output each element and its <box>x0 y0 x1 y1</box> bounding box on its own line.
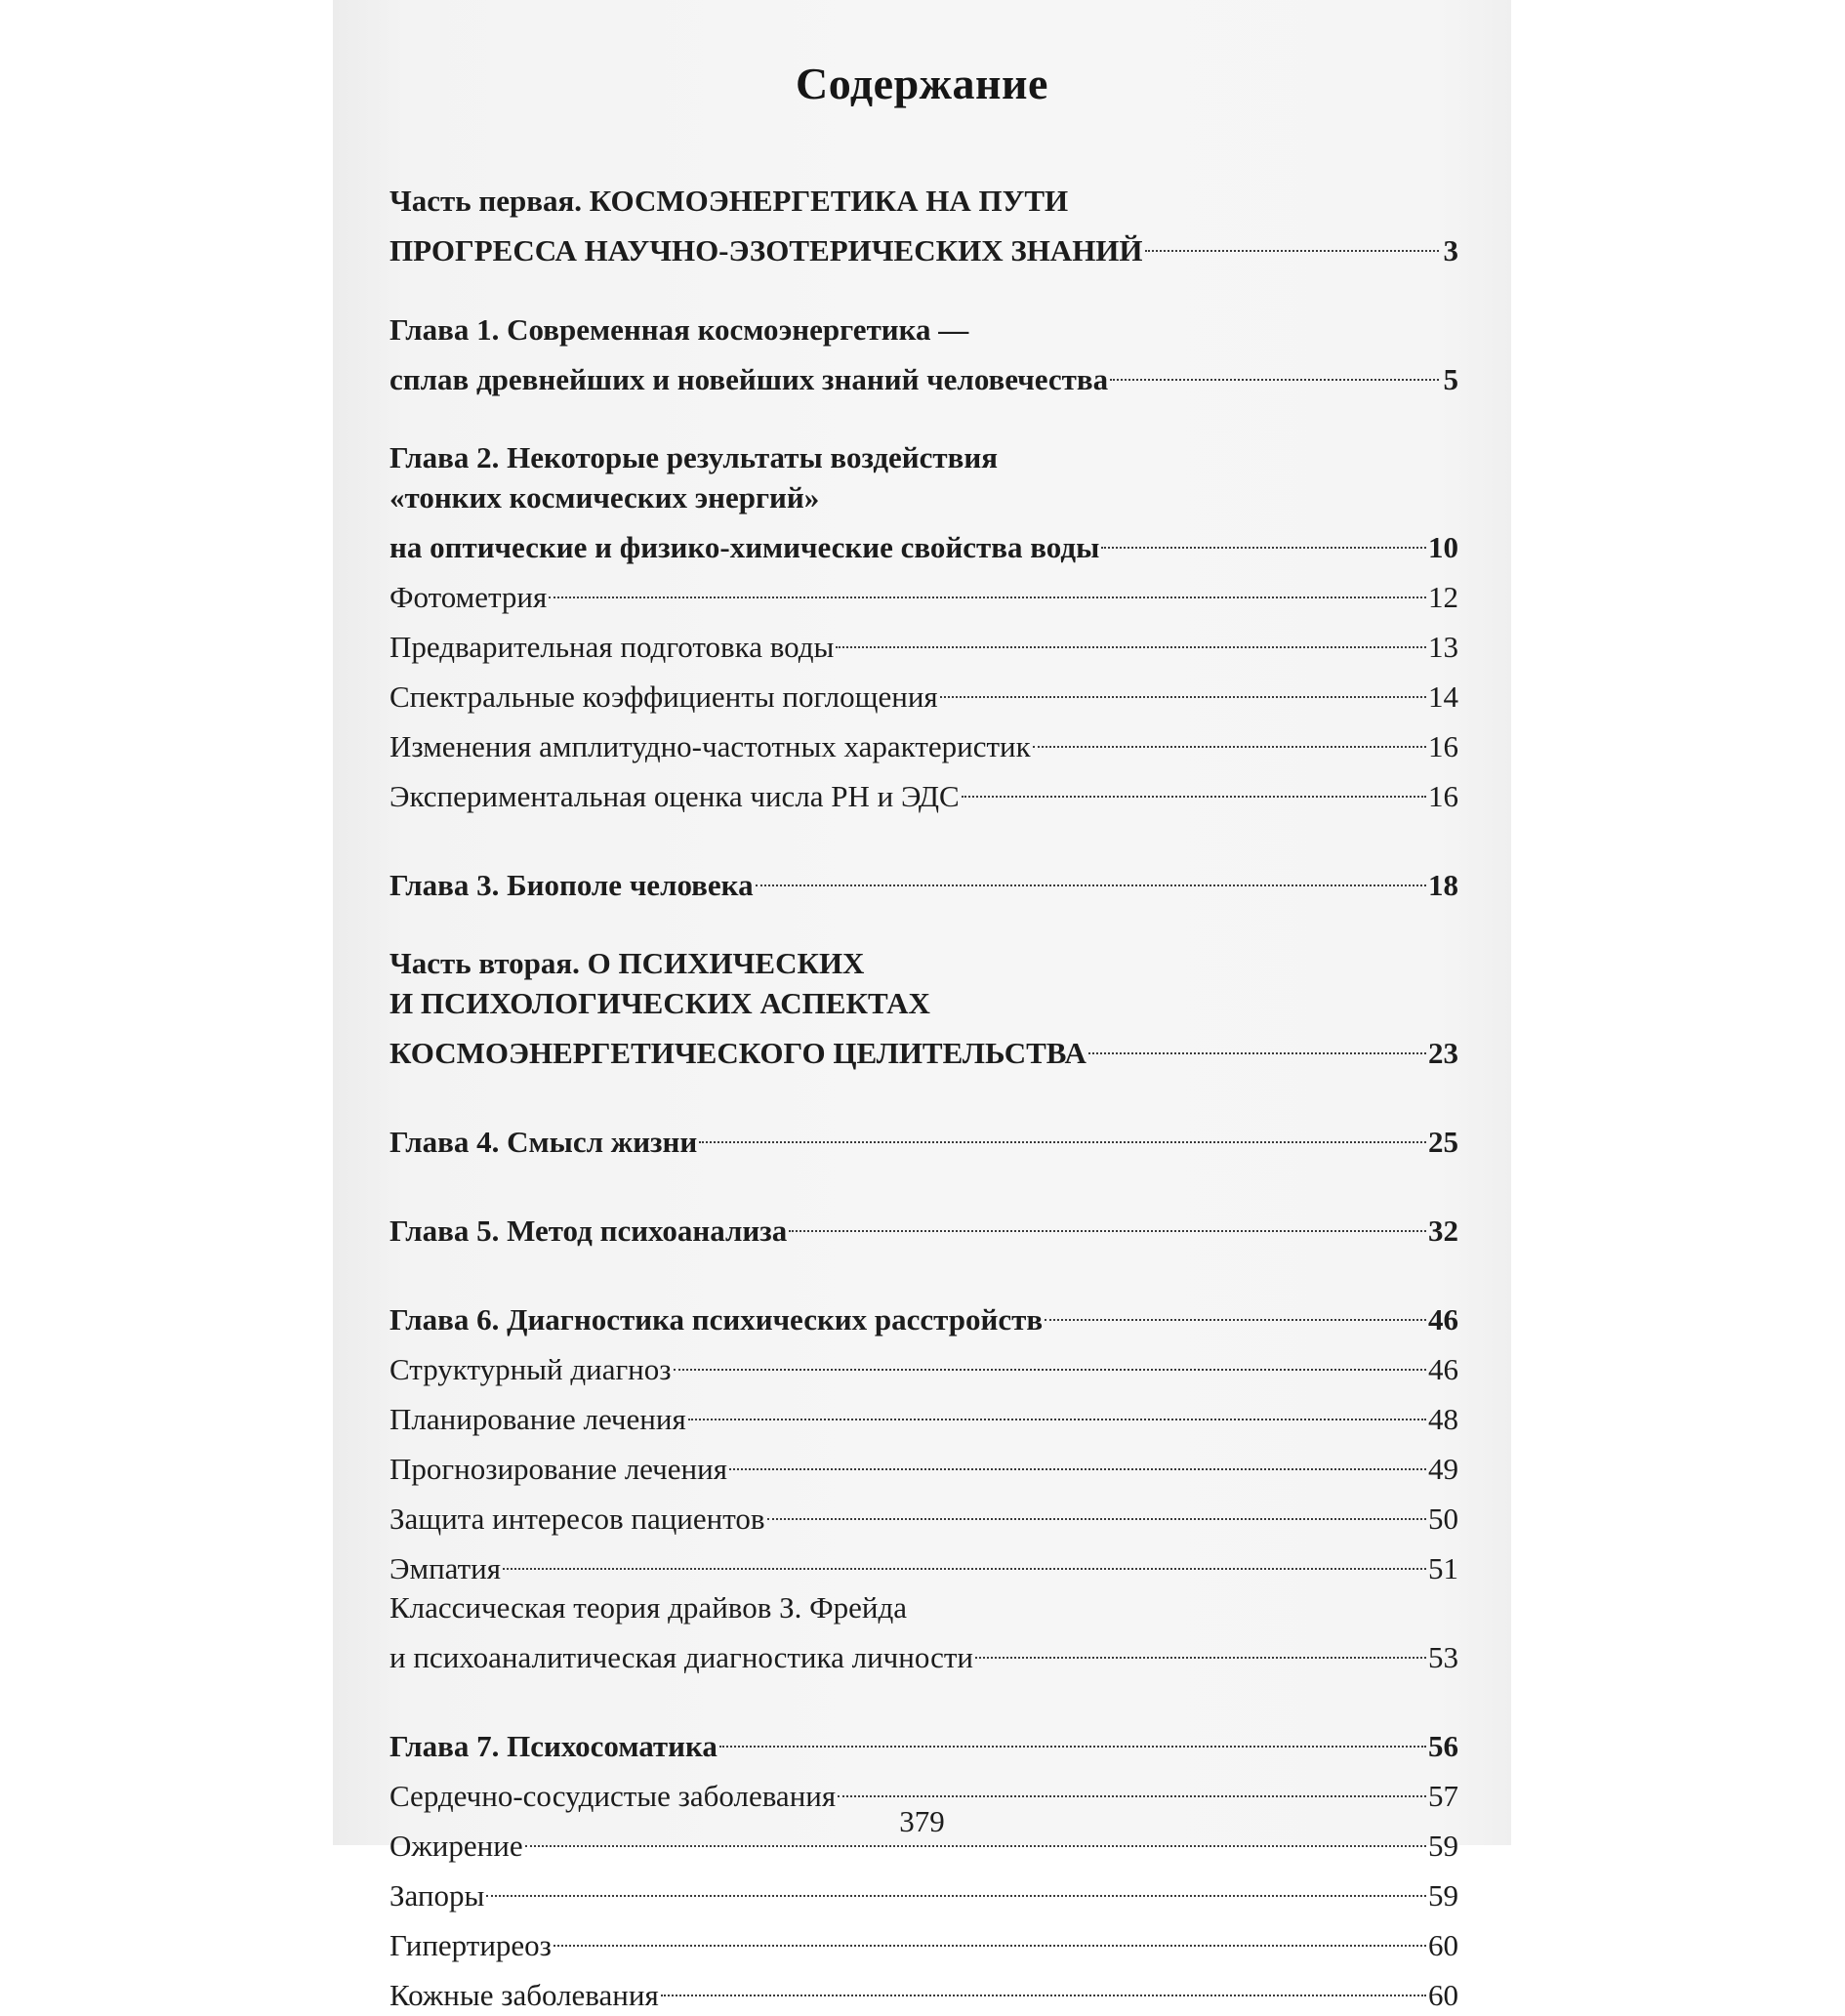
dot-leader <box>688 1389 1426 1429</box>
toc-entry-title: Эмпатия <box>390 1550 502 1585</box>
toc-page-number: 10 <box>1428 529 1458 564</box>
toc-entry-line <box>390 1966 1458 2016</box>
dot-leader <box>719 1717 1426 1757</box>
toc-entry-title: Предварительная подготовка воды <box>390 629 835 664</box>
dot-leader <box>486 1867 1426 1907</box>
toc-page-number: 3 <box>1443 233 1458 267</box>
dot-leader <box>554 1916 1426 1956</box>
toc-entry-chapter <box>390 1290 1458 1339</box>
toc-entry-title: Сердечно-сосудистые заболевания <box>390 1779 837 1813</box>
toc-entry-line <box>390 182 1458 222</box>
toc-entry-chapter <box>390 855 1458 905</box>
toc-entry-line <box>390 1439 1458 1489</box>
toc-entry-chapter <box>390 438 1458 567</box>
toc-entry-section <box>390 1339 1458 1389</box>
toc-entry-title: Гипертиреоз <box>390 1928 552 1962</box>
toc-entry-line <box>390 617 1458 667</box>
toc-entry-part <box>390 182 1458 271</box>
book-page <box>333 0 1511 2012</box>
toc-page-number: 18 <box>1428 867 1458 902</box>
toc-entry-line <box>390 438 1458 478</box>
dot-leader <box>756 855 1426 895</box>
toc-entry-section <box>390 1489 1458 1539</box>
toc-page-number: 50 <box>1428 1501 1458 1536</box>
toc-entry-title: Фотометрия <box>390 579 548 614</box>
toc-entry-title: Глава 1. Современная космоэнергетика — <box>390 311 969 347</box>
toc-entry-section <box>390 1966 1458 2016</box>
toc-entry-title: Ожирение <box>390 1829 523 1863</box>
dot-leader <box>975 1628 1426 1668</box>
dot-leader <box>1088 1023 1426 1063</box>
toc-page-number: 46 <box>1428 1301 1458 1337</box>
toc-page-number: 13 <box>1428 629 1458 664</box>
toc-entry-section <box>390 1588 1458 1678</box>
toc-page-number: 57 <box>1428 1779 1458 1813</box>
toc-page-number: 56 <box>1428 1729 1458 1763</box>
toc-entry-title: Спектральные коэффициенты поглощения <box>390 679 938 714</box>
toc-entry-line <box>390 855 1458 905</box>
toc-entry-title: Глава 5. Метод психоанализа <box>390 1213 788 1248</box>
toc-entry-line <box>390 984 1458 1024</box>
toc-page-number: 60 <box>1428 1978 1458 2012</box>
toc-page-number: 25 <box>1428 1124 1458 1159</box>
toc-entry-line <box>390 944 1458 984</box>
toc-entry-title: ПРОГРЕССА НАУЧНО-ЭЗОТЕРИЧЕСКИХ ЗНАНИЙ <box>390 233 1143 267</box>
dot-leader <box>729 1439 1426 1479</box>
toc-entry-line <box>390 1112 1458 1162</box>
toc-entry-title: Часть вторая. О ПСИХИЧЕСКИХ <box>390 946 865 980</box>
page-title: Содержание <box>796 58 1048 108</box>
toc-page-number: 48 <box>1428 1401 1458 1436</box>
toc-entry-chapter <box>390 1201 1458 1251</box>
toc-page-number: 5 <box>1443 361 1458 396</box>
table-of-contents <box>390 182 1458 2016</box>
toc-page-number: 59 <box>1428 1878 1458 1913</box>
toc-page-number: 23 <box>1428 1035 1458 1070</box>
toc-entry-line <box>390 517 1458 567</box>
toc-entry-title: Прогнозирование лечения <box>390 1451 727 1486</box>
toc-entry-line <box>390 1588 1458 1628</box>
toc-entry-title: Запоры <box>390 1878 485 1913</box>
toc-page-number: 16 <box>1428 778 1458 813</box>
toc-entry-line <box>390 1539 1458 1588</box>
toc-entry-title: И ПСИХОЛОГИЧЕСКИХ АСПЕКТАХ <box>390 985 930 1020</box>
toc-entry-title: Планирование лечения <box>390 1401 686 1436</box>
toc-entry-title: Глава 7. Психосоматика <box>390 1729 718 1763</box>
toc-entry-title: Глава 4. Смысл жизни <box>390 1124 698 1159</box>
toc-entry-line <box>390 567 1458 617</box>
toc-entry-section <box>390 766 1458 816</box>
toc-entry-line <box>390 1489 1458 1539</box>
dot-leader <box>1145 222 1439 262</box>
dot-leader <box>661 1966 1426 2006</box>
dot-leader <box>1110 350 1439 390</box>
toc-entry-title: Экспериментальная оценка числа РН и ЭДС <box>390 778 960 813</box>
toc-entry-chapter <box>390 1112 1458 1162</box>
toc-page-number: 51 <box>1428 1550 1458 1585</box>
toc-entry-section <box>390 567 1458 617</box>
toc-entry-title: Глава 3. Биополе человека <box>390 867 754 902</box>
toc-entry-section <box>390 667 1458 717</box>
toc-entry-title: Структурный диагноз <box>390 1351 672 1386</box>
dot-leader <box>699 1112 1426 1152</box>
toc-entry-title: «тонких космических энергий» <box>390 479 820 514</box>
dot-leader <box>503 1539 1426 1579</box>
dot-leader <box>1045 1290 1426 1330</box>
toc-entry-title: Глава 6. Диагностика психических расстройств <box>390 1301 1044 1337</box>
toc-entry-title: Часть первая. КОСМОЭНЕРГЕТИКА НА ПУТИ <box>390 184 1069 218</box>
toc-entry-line <box>390 1201 1458 1251</box>
toc-entry-section <box>390 617 1458 667</box>
toc-entry-section <box>390 1867 1458 1916</box>
toc-entry-chapter <box>390 310 1458 400</box>
toc-entry-line <box>390 1916 1458 1966</box>
toc-entry-part <box>390 944 1458 1073</box>
toc-page-number: 60 <box>1428 1928 1458 1962</box>
dot-leader <box>1101 517 1426 557</box>
toc-page-number: 12 <box>1428 579 1458 614</box>
page-number: 379 <box>899 1804 945 1838</box>
toc-entry-line <box>390 1389 1458 1439</box>
toc-entry-line <box>390 350 1458 399</box>
dot-leader <box>549 567 1426 607</box>
toc-entry-line <box>390 478 1458 518</box>
toc-entry-line <box>390 222 1458 271</box>
toc-entry-section <box>390 1389 1458 1439</box>
toc-entry-line <box>390 1290 1458 1339</box>
toc-entry-title: Кожные заболевания <box>390 1978 659 2012</box>
dot-leader <box>767 1489 1426 1529</box>
toc-page-number: 59 <box>1428 1829 1458 1863</box>
dot-leader <box>1033 717 1426 757</box>
toc-entry-line <box>390 310 1458 350</box>
toc-entry-title: Изменения амплитудно-частотных характеристик <box>390 728 1031 763</box>
toc-entry-title: сплав древнейших и новейших знаний человечества <box>390 361 1109 396</box>
toc-entry-line <box>390 717 1458 766</box>
toc-entry-title: Классическая теория драйвов З. Фрейда <box>390 1590 907 1625</box>
toc-entry-line <box>390 1717 1458 1767</box>
dot-leader <box>838 1767 1426 1807</box>
toc-page-number: 46 <box>1428 1351 1458 1386</box>
toc-entry-title: КОСМОЭНЕРГЕТИЧЕСКОГО ЦЕЛИТЕЛЬСТВА <box>390 1035 1086 1070</box>
toc-entry-chapter <box>390 1717 1458 1767</box>
toc-entry-line <box>390 1339 1458 1389</box>
dot-leader <box>836 617 1426 657</box>
toc-entry-title: Защита интересов пациентов <box>390 1501 765 1536</box>
toc-entry-line <box>390 1628 1458 1678</box>
toc-entry-title: на оптические и физико-химические свойства воды <box>390 529 1100 564</box>
toc-entry-title: Глава 2. Некоторые результаты воздействия <box>390 440 999 474</box>
toc-page-number: 14 <box>1428 679 1458 714</box>
dot-leader <box>962 766 1426 806</box>
toc-page-number: 32 <box>1428 1213 1458 1248</box>
toc-entry-line <box>390 1023 1458 1073</box>
toc-entry-title: и психоаналитическая диагностика личности <box>390 1640 974 1674</box>
toc-entry-line <box>390 1867 1458 1916</box>
toc-entry-section <box>390 1439 1458 1489</box>
toc-page-number: 53 <box>1428 1640 1458 1674</box>
toc-entry-section <box>390 1539 1458 1588</box>
dot-leader <box>940 667 1426 707</box>
toc-entry-section <box>390 1916 1458 1966</box>
toc-entry-line <box>390 667 1458 717</box>
dot-leader <box>674 1339 1426 1379</box>
toc-entry-line <box>390 766 1458 816</box>
toc-page-number: 49 <box>1428 1451 1458 1486</box>
toc-page-number: 16 <box>1428 728 1458 763</box>
toc-entry-section <box>390 717 1458 766</box>
dot-leader <box>789 1201 1426 1241</box>
